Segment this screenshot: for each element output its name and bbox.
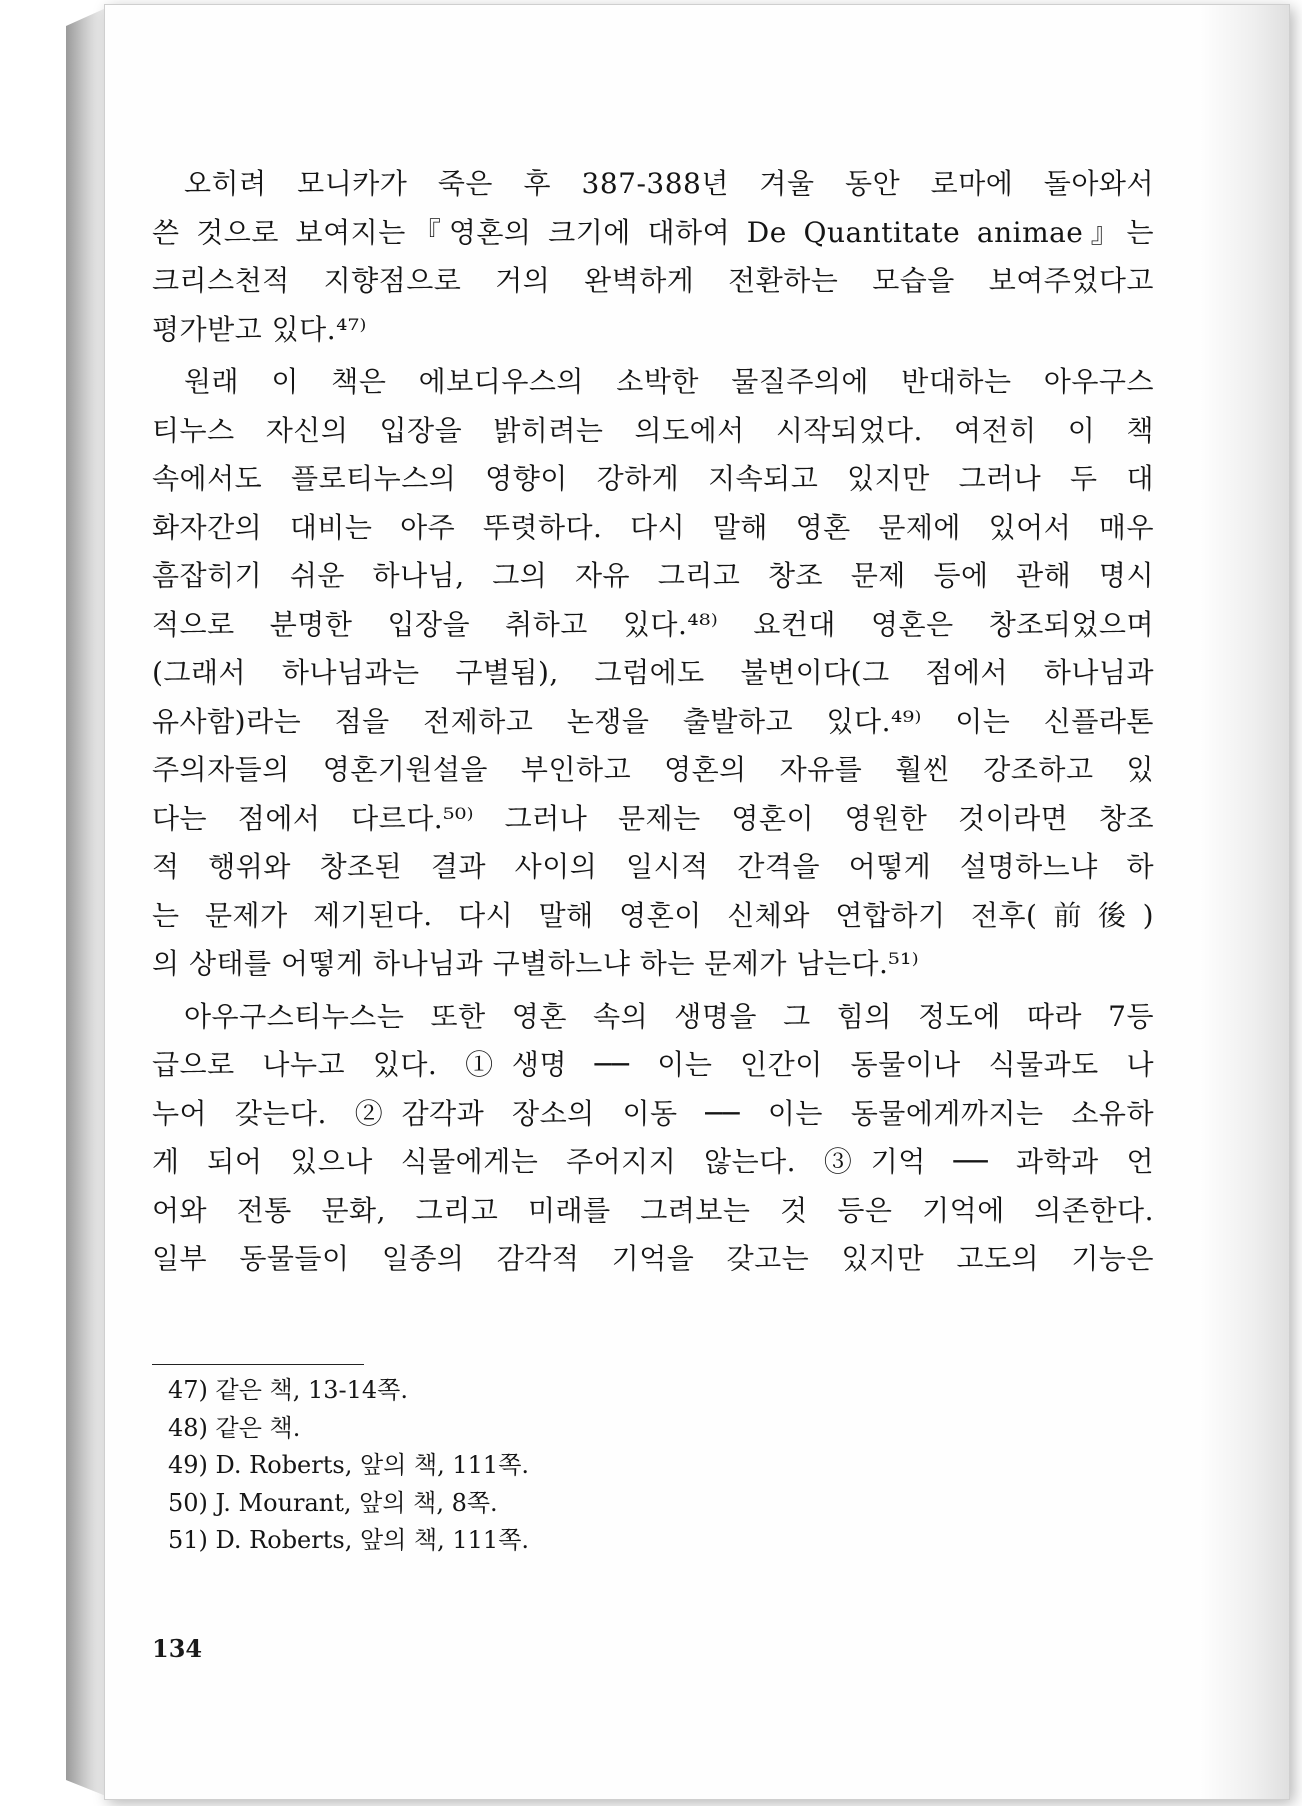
footnote-divider [152,1364,364,1365]
body-line: 유사함)라는 점을 전제하고 논쟁을 출발하고 있다.⁴⁹⁾ 이는 신플라톤 [152,704,1154,738]
footnotes [168,1372,768,1560]
footnote-48: 48) 같은 책. [168,1413,301,1442]
page-shadow [1199,5,1289,1799]
footnote-47: 47) 같은 책, 13-14쪽. [168,1376,408,1404]
body-line: 화자간의 대비는 아주 뚜렷하다. 다시 말해 영혼 문제에 있어서 매우 [152,510,1154,544]
body-line: 오히려 모니카가 죽은 후 387-388년 겨울 동안 로마에 돌아와서 [184,167,1154,200]
footnote-50: 50) J. Mourant, 앞의 책, 8쪽. [168,1488,498,1517]
body-line: 게 되어 있으나 식물에게는 주어지지 않는다. ③기억 ── 과학과 언 [152,1145,1154,1178]
body-line: 일부 동물들이 일종의 감각적 기억을 갖고는 있지만 고도의 기능은 [152,1242,1154,1275]
body-line: 크리스천적 지향점으로 거의 완벽하게 전환하는 모습을 보여주었다고 [152,264,1154,297]
body-line: 의 상태를 어떻게 하나님과 구별하느냐 하는 문제가 남는다.⁵¹⁾ [152,947,920,980]
body-line: 평가받고 있다.⁴⁷⁾ [152,312,367,346]
body-line: 아우구스티누스는 또한 영혼 속의 생명을 그 힘의 정도에 따라 7등 [184,999,1154,1033]
body-line: 누어 갖는다. ②감각과 장소의 이동 ── 이는 동물에게까지는 소유하 [152,1096,1154,1130]
body-line: 쓴 것으로 보여지는『영혼의 크기에 대하여 De Quantitate animae』는 [152,215,1154,249]
body-line: 적 행위와 창조된 결과 사이의 일시적 간격을 어떻게 설명하느냐 하 [152,850,1154,883]
body-line: 적으로 분명한 입장을 취하고 있다.⁴⁸⁾ 요컨대 영혼은 창조되었으며 [152,607,1154,641]
body-line: 티누스 자신의 입장을 밝히려는 의도에서 시작되었다. 여전히 이 책 [152,413,1154,447]
body-line: 급으로 나누고 있다. ①생명 ── 이는 인간이 동물이나 식물과도 나 [152,1048,1154,1081]
body-line: 주의자들의 영혼기원설을 부인하고 영혼의 자유를 훨씬 강조하고 있 [152,753,1154,786]
body-text [152,160,1154,1284]
body-line: 흠잡히기 쉬운 하나님, 그의 자유 그리고 창조 문제 등에 관해 명시 [152,559,1154,592]
footnote-49: 49) D. Roberts, 앞의 책, 111쪽. [168,1451,530,1479]
body-line: 어와 전통 문화, 그리고 미래를 그려보는 것 등은 기억에 의존한다. [152,1193,1154,1227]
body-line: 속에서도 플로티누스의 영향이 강하게 지속되고 있지만 그러나 두 대 [152,462,1154,495]
body-line: (그래서 하나님과는 구별됨), 그럼에도 불변이다(그 점에서 하나님과 [152,656,1154,689]
body-line: 원래 이 책은 에보디우스의 소박한 물질주의에 반대하는 아우구스 [184,365,1154,398]
book-page-edge [66,8,106,1796]
page-number: 134 [152,1634,203,1663]
footnote-51: 51) D. Roberts, 앞의 책, 111쪽. [168,1526,530,1554]
body-line: 는 문제가 제기된다. 다시 말해 영혼이 신체와 연합하기 전후(前後) [152,898,1154,932]
body-line: 다는 점에서 다르다.⁵⁰⁾ 그러나 문제는 영혼이 영원한 것이라면 창조 [152,801,1154,835]
